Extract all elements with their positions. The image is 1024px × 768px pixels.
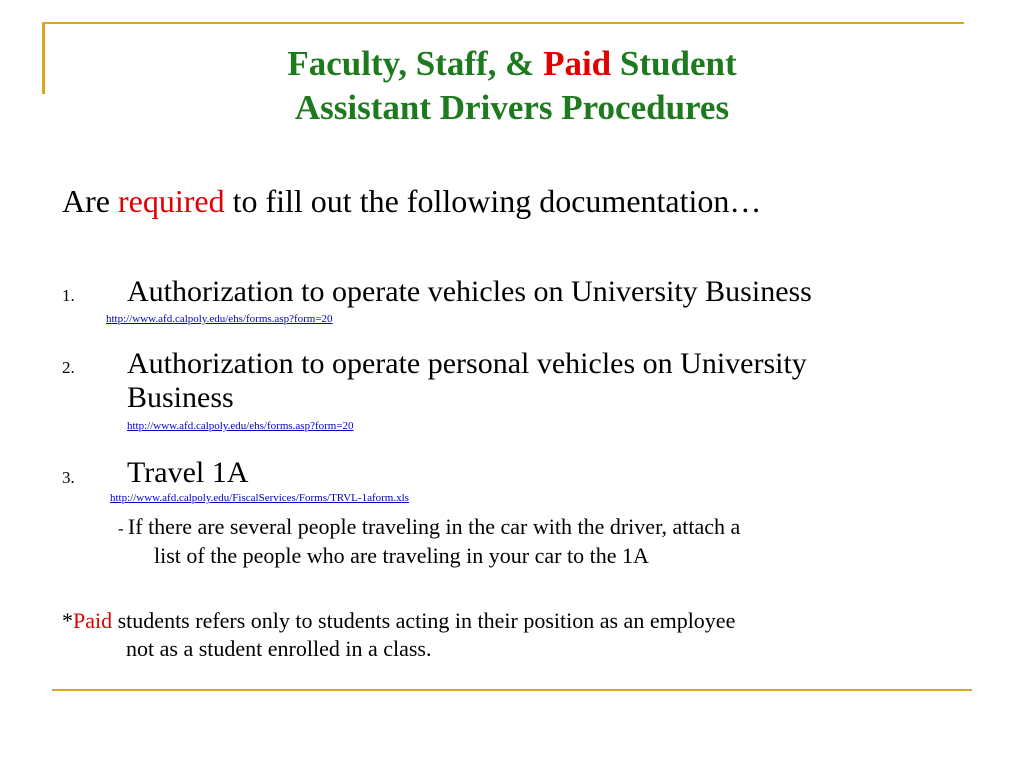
item-3-note — [118, 513, 948, 569]
item-3-number: 3. — [62, 468, 75, 487]
footnote-star: * — [62, 608, 73, 633]
item-1-number: 1. — [62, 286, 75, 305]
note-line2: list of the people who are traveling in your car to the 1A — [154, 543, 649, 568]
title-line1-pre: Faculty, Staff, & — [287, 44, 544, 83]
frame-line-bottom — [52, 689, 972, 691]
note-line1: If there are several people traveling in the car with the driver, attach a — [127, 514, 741, 539]
item-3-link[interactable]: http://www.afd.calpoly.edu/FiscalServices/Forms/TRVL-1aform.xls — [110, 492, 409, 504]
intro-pre: Are — [62, 183, 118, 219]
frame-line-top — [42, 22, 964, 24]
slide-title — [0, 42, 1024, 130]
item-2-text-line1: Authorization to operate personal vehicles on University — [127, 347, 807, 380]
intro-post: to fill out the following documentation… — [224, 183, 762, 219]
footnote-line1: students refers only to students acting in their position as an employee — [112, 608, 736, 633]
item-1-text: Authorization to operate vehicles on University Business — [127, 275, 812, 308]
footnote-line2: not as a student enrolled in a class. — [126, 636, 432, 661]
intro-text — [62, 182, 761, 220]
title-paid: Paid — [543, 44, 612, 83]
item-2-text-line2: Business — [127, 381, 234, 414]
note-dash: - — [118, 519, 128, 538]
item-2-number: 2. — [62, 358, 75, 377]
item-3-text: Travel 1A — [127, 456, 249, 489]
title-line-1 — [0, 42, 1024, 86]
item-2-link[interactable]: http://www.afd.calpoly.edu/ehs/forms.asp?form=20 — [127, 420, 354, 432]
item-1-link[interactable]: http://www.afd.calpoly.edu/ehs/forms.asp?form=20 — [106, 313, 333, 325]
footnote-paid: Paid — [73, 608, 113, 633]
footnote — [62, 607, 962, 663]
intro-required: required — [117, 183, 225, 219]
title-line-2: Assistant Drivers Procedures — [294, 88, 730, 127]
title-line1-post: Student — [611, 44, 737, 83]
